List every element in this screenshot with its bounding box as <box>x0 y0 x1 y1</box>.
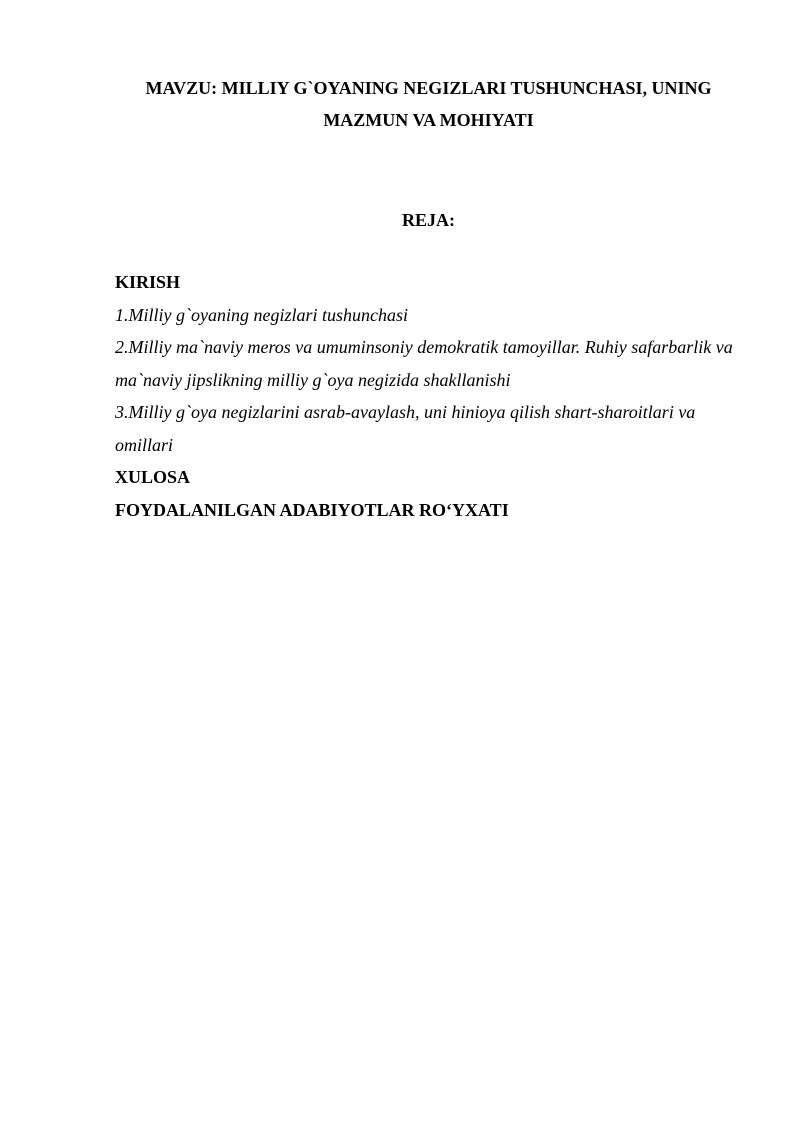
title-line-1: MAVZU: MILLIY G`OYANING NEGIZLARI TUSHUNCHASI, UNING <box>145 78 712 98</box>
plan-references: FOYDALANILGAN ADABIYOTLAR RO‘YXATI <box>115 499 509 520</box>
document-title <box>115 72 742 136</box>
plan-intro: KIRISH <box>115 272 181 292</box>
title-line-2: MAZMUN VA MOHIYATI <box>323 110 534 130</box>
plan-heading: REJA: <box>402 210 455 230</box>
plan-item-3: 3.Milliy g`oya negizlarini asrab-avaylash, uni hinioya qilish shart-sharoitlari va omillari <box>115 402 696 455</box>
plan-item-1: 1.Milliy g`oyaning negizlari tushunchasi <box>115 304 408 325</box>
plan-conclusion: XULOSA <box>115 467 191 487</box>
plan-list <box>115 266 747 526</box>
plan-item-2: 2.Milliy ma`naviy meros va umuminsoniy demokratik tamoyillar. Ruhiy safarbarlik va ma`naviy jipslikning milliy g`oya negizida shakllanishi <box>115 337 733 390</box>
